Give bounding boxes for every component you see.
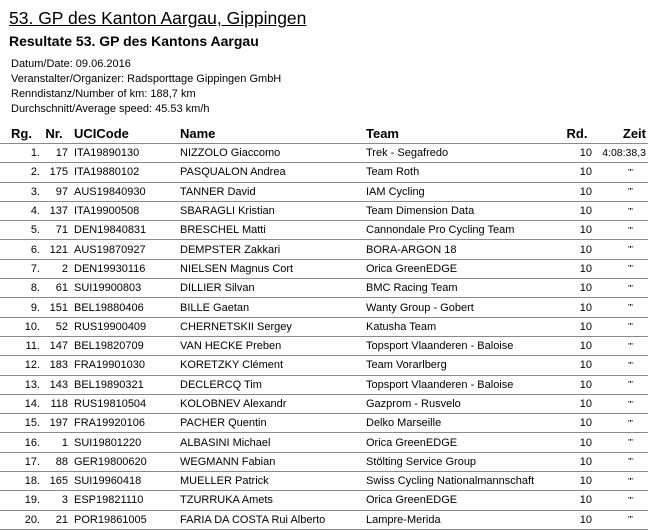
cell-rank: 17. bbox=[0, 452, 40, 471]
cell-team: Wanty Group - Gobert bbox=[366, 298, 562, 317]
cell-rank: 7. bbox=[0, 259, 40, 278]
cell-team: Team Roth bbox=[366, 163, 562, 182]
cell-laps: 10 bbox=[562, 221, 592, 240]
cell-time: "" bbox=[592, 201, 648, 220]
cell-number: 175 bbox=[40, 163, 68, 182]
cell-rider-name: TZURRUKA Amets bbox=[180, 491, 366, 510]
cell-uci-code: BEL19820709 bbox=[68, 336, 180, 355]
cell-laps: 10 bbox=[562, 182, 592, 201]
cell-rank: 19. bbox=[0, 491, 40, 510]
cell-uci-code: ESP19821110 bbox=[68, 491, 180, 510]
cell-time: "" bbox=[592, 163, 648, 182]
table-row bbox=[0, 317, 648, 336]
cell-laps: 10 bbox=[562, 433, 592, 452]
cell-team: Topsport Vlaanderen - Baloise bbox=[366, 336, 562, 355]
cell-laps: 10 bbox=[562, 144, 592, 163]
cell-rider-name: BRESCHEL Matti bbox=[180, 221, 366, 240]
cell-time: "" bbox=[592, 491, 648, 510]
cell-uci-code: ITA19880102 bbox=[68, 163, 180, 182]
cell-number: 71 bbox=[40, 221, 68, 240]
cell-laps: 10 bbox=[562, 240, 592, 259]
header-rank: Rg. bbox=[11, 126, 32, 141]
cell-rider-name: NIELSEN Magnus Cort bbox=[180, 259, 366, 278]
cell-laps: 10 bbox=[562, 394, 592, 413]
cell-laps: 10 bbox=[562, 317, 592, 336]
cell-team: BMC Racing Team bbox=[366, 279, 562, 298]
race-organizer: Veranstalter/Organizer: Radsporttage Gippingen GmbH bbox=[11, 73, 282, 85]
cell-rider-name: PASQUALON Andrea bbox=[180, 163, 366, 182]
race-distance: Renndistanz/Number of km: 188,7 km bbox=[11, 88, 196, 100]
cell-team: Orica GreenEDGE bbox=[366, 433, 562, 452]
cell-rank: 13. bbox=[0, 375, 40, 394]
cell-uci-code: DEN19930116 bbox=[68, 259, 180, 278]
cell-rank: 20. bbox=[0, 510, 40, 529]
cell-rank: 3. bbox=[0, 182, 40, 201]
cell-uci-code: SUI19960418 bbox=[68, 472, 180, 491]
header-time: Zeit bbox=[622, 126, 646, 141]
cell-team: Swiss Cycling Nationalmannschaft bbox=[366, 472, 562, 491]
cell-laps: 10 bbox=[562, 491, 592, 510]
race-average-speed: Durchschnitt/Average speed: 45.53 km/h bbox=[11, 103, 210, 115]
table-row bbox=[0, 182, 648, 201]
cell-team: Topsport Vlaanderen - Baloise bbox=[366, 375, 562, 394]
cell-uci-code: AUS19870927 bbox=[68, 240, 180, 259]
cell-laps: 10 bbox=[562, 201, 592, 220]
cell-time: "" bbox=[592, 221, 648, 240]
cell-rank: 9. bbox=[0, 298, 40, 317]
table-row bbox=[0, 240, 648, 259]
cell-uci-code: BEL19880406 bbox=[68, 298, 180, 317]
cell-rank: 1. bbox=[0, 144, 40, 163]
cell-laps: 10 bbox=[562, 414, 592, 433]
header-laps: Rd. bbox=[566, 126, 588, 141]
cell-number: 97 bbox=[40, 182, 68, 201]
table-row bbox=[0, 201, 648, 220]
table-row bbox=[0, 279, 648, 298]
cell-laps: 10 bbox=[562, 375, 592, 394]
cell-time: "" bbox=[592, 240, 648, 259]
cell-rider-name: MUELLER Patrick bbox=[180, 472, 366, 491]
cell-time: "" bbox=[592, 414, 648, 433]
cell-laps: 10 bbox=[562, 510, 592, 529]
cell-rank: 8. bbox=[0, 279, 40, 298]
cell-number: 147 bbox=[40, 336, 68, 355]
cell-rank: 15. bbox=[0, 414, 40, 433]
cell-rider-name: ALBASINI Michael bbox=[180, 433, 366, 452]
cell-rider-name: KOLOBNEV Alexandr bbox=[180, 394, 366, 413]
cell-number: 88 bbox=[40, 452, 68, 471]
cell-laps: 10 bbox=[562, 279, 592, 298]
cell-number: 52 bbox=[40, 317, 68, 336]
cell-number: 118 bbox=[40, 394, 68, 413]
cell-time: "" bbox=[592, 356, 648, 375]
cell-rider-name: SBARAGLI Kristian bbox=[180, 201, 366, 220]
cell-number: 143 bbox=[40, 375, 68, 394]
cell-number: 3 bbox=[40, 491, 68, 510]
cell-rank: 12. bbox=[0, 356, 40, 375]
cell-rank: 16. bbox=[0, 433, 40, 452]
cell-time: "" bbox=[592, 317, 648, 336]
table-row bbox=[0, 259, 648, 278]
cell-rank: 6. bbox=[0, 240, 40, 259]
table-row bbox=[0, 394, 648, 413]
cell-team: IAM Cycling bbox=[366, 182, 562, 201]
cell-time: "" bbox=[592, 336, 648, 355]
cell-rider-name: BILLE Gaetan bbox=[180, 298, 366, 317]
cell-team: Delko Marseille bbox=[366, 414, 562, 433]
table-row bbox=[0, 298, 648, 317]
cell-time: "" bbox=[592, 259, 648, 278]
cell-number: 17 bbox=[40, 144, 68, 163]
cell-time: "" bbox=[592, 472, 648, 491]
cell-time: "" bbox=[592, 510, 648, 529]
cell-uci-code: BEL19890321 bbox=[68, 375, 180, 394]
cell-number: 21 bbox=[40, 510, 68, 529]
cell-time: "" bbox=[592, 279, 648, 298]
results-subtitle: Resultate 53. GP des Kantons Aargau bbox=[9, 33, 259, 49]
cell-rider-name: NIZZOLO Giaccomo bbox=[180, 144, 366, 163]
cell-rider-name: VAN HECKE Preben bbox=[180, 336, 366, 355]
header-number: Nr. bbox=[45, 126, 63, 141]
cell-number: 61 bbox=[40, 279, 68, 298]
table-row bbox=[0, 491, 648, 510]
cell-uci-code: ITA19900508 bbox=[68, 201, 180, 220]
cell-team: Orica GreenEDGE bbox=[366, 259, 562, 278]
cell-rider-name: FARIA DA COSTA Rui Alberto bbox=[180, 510, 366, 529]
cell-number: 165 bbox=[40, 472, 68, 491]
table-row bbox=[0, 221, 648, 240]
cell-team: Team Vorarlberg bbox=[366, 356, 562, 375]
cell-rank: 4. bbox=[0, 201, 40, 220]
cell-rider-name: WEGMANN Fabian bbox=[180, 452, 366, 471]
cell-rider-name: CHERNETSKII Sergey bbox=[180, 317, 366, 336]
cell-rank: 5. bbox=[0, 221, 40, 240]
cell-number: 151 bbox=[40, 298, 68, 317]
table-row bbox=[0, 452, 648, 471]
cell-uci-code: FRA19901030 bbox=[68, 356, 180, 375]
cell-uci-code: SUI19801220 bbox=[68, 433, 180, 452]
cell-laps: 10 bbox=[562, 356, 592, 375]
header-team: Team bbox=[366, 126, 399, 141]
cell-rider-name: DILLIER Silvan bbox=[180, 279, 366, 298]
cell-uci-code: AUS19840930 bbox=[68, 182, 180, 201]
table-row bbox=[0, 472, 648, 491]
table-row bbox=[0, 433, 648, 452]
table-row bbox=[0, 414, 648, 433]
cell-uci-code: DEN19840831 bbox=[68, 221, 180, 240]
cell-uci-code: GER19800620 bbox=[68, 452, 180, 471]
cell-uci-code: RUS19810504 bbox=[68, 394, 180, 413]
cell-time: "" bbox=[592, 433, 648, 452]
cell-rank: 11. bbox=[0, 336, 40, 355]
cell-rider-name: DECLERCQ Tim bbox=[180, 375, 366, 394]
cell-number: 2 bbox=[40, 259, 68, 278]
cell-rank: 14. bbox=[0, 394, 40, 413]
header-name: Name bbox=[180, 126, 216, 141]
table-row bbox=[0, 163, 648, 182]
event-title: 53. GP des Kanton Aargau, Gippingen bbox=[9, 8, 307, 28]
cell-time: 4:08:38,3 bbox=[592, 144, 648, 163]
cell-team: Orica GreenEDGE bbox=[366, 491, 562, 510]
cell-team: Gazprom - Rusvelo bbox=[366, 394, 562, 413]
cell-number: 137 bbox=[40, 201, 68, 220]
cell-laps: 10 bbox=[562, 452, 592, 471]
table-header-row bbox=[0, 124, 648, 144]
cell-rider-name: PACHER Quentin bbox=[180, 414, 366, 433]
cell-team: Katusha Team bbox=[366, 317, 562, 336]
table-row bbox=[0, 356, 648, 375]
cell-number: 183 bbox=[40, 356, 68, 375]
cell-team: Trek - Segafredo bbox=[366, 144, 562, 163]
cell-time: "" bbox=[592, 375, 648, 394]
cell-team: Team Dimension Data bbox=[366, 201, 562, 220]
table-row bbox=[0, 375, 648, 394]
cell-laps: 10 bbox=[562, 259, 592, 278]
cell-number: 121 bbox=[40, 240, 68, 259]
cell-rider-name: DEMPSTER Zakkari bbox=[180, 240, 366, 259]
cell-time: "" bbox=[592, 394, 648, 413]
cell-rider-name: KORETZKY Clément bbox=[180, 356, 366, 375]
cell-number: 1 bbox=[40, 433, 68, 452]
cell-uci-code: RUS19900409 bbox=[68, 317, 180, 336]
cell-team: Stölting Service Group bbox=[366, 452, 562, 471]
cell-team: Cannondale Pro Cycling Team bbox=[366, 221, 562, 240]
cell-time: "" bbox=[592, 182, 648, 201]
cell-rank: 18. bbox=[0, 472, 40, 491]
cell-time: "" bbox=[592, 452, 648, 471]
table-row bbox=[0, 144, 648, 163]
cell-number: 197 bbox=[40, 414, 68, 433]
cell-laps: 10 bbox=[562, 298, 592, 317]
header-uci-code: UCICode bbox=[74, 126, 129, 141]
cell-uci-code: POR19861005 bbox=[68, 510, 180, 529]
cell-team: BORA-ARGON 18 bbox=[366, 240, 562, 259]
cell-laps: 10 bbox=[562, 163, 592, 182]
cell-uci-code: ITA19890130 bbox=[68, 144, 180, 163]
results-body bbox=[0, 144, 648, 530]
race-date: Datum/Date: 09.06.2016 bbox=[11, 58, 131, 70]
cell-uci-code: SUI19900803 bbox=[68, 279, 180, 298]
cell-time: "" bbox=[592, 298, 648, 317]
cell-laps: 10 bbox=[562, 472, 592, 491]
table-row bbox=[0, 510, 648, 529]
table-row bbox=[0, 336, 648, 355]
race-info bbox=[11, 57, 281, 117]
cell-rank: 2. bbox=[0, 163, 40, 182]
cell-team: Lampre-Merida bbox=[366, 510, 562, 529]
cell-rider-name: TANNER David bbox=[180, 182, 366, 201]
cell-laps: 10 bbox=[562, 336, 592, 355]
cell-uci-code: FRA19920106 bbox=[68, 414, 180, 433]
cell-rank: 10. bbox=[0, 317, 40, 336]
results-table bbox=[0, 124, 648, 530]
